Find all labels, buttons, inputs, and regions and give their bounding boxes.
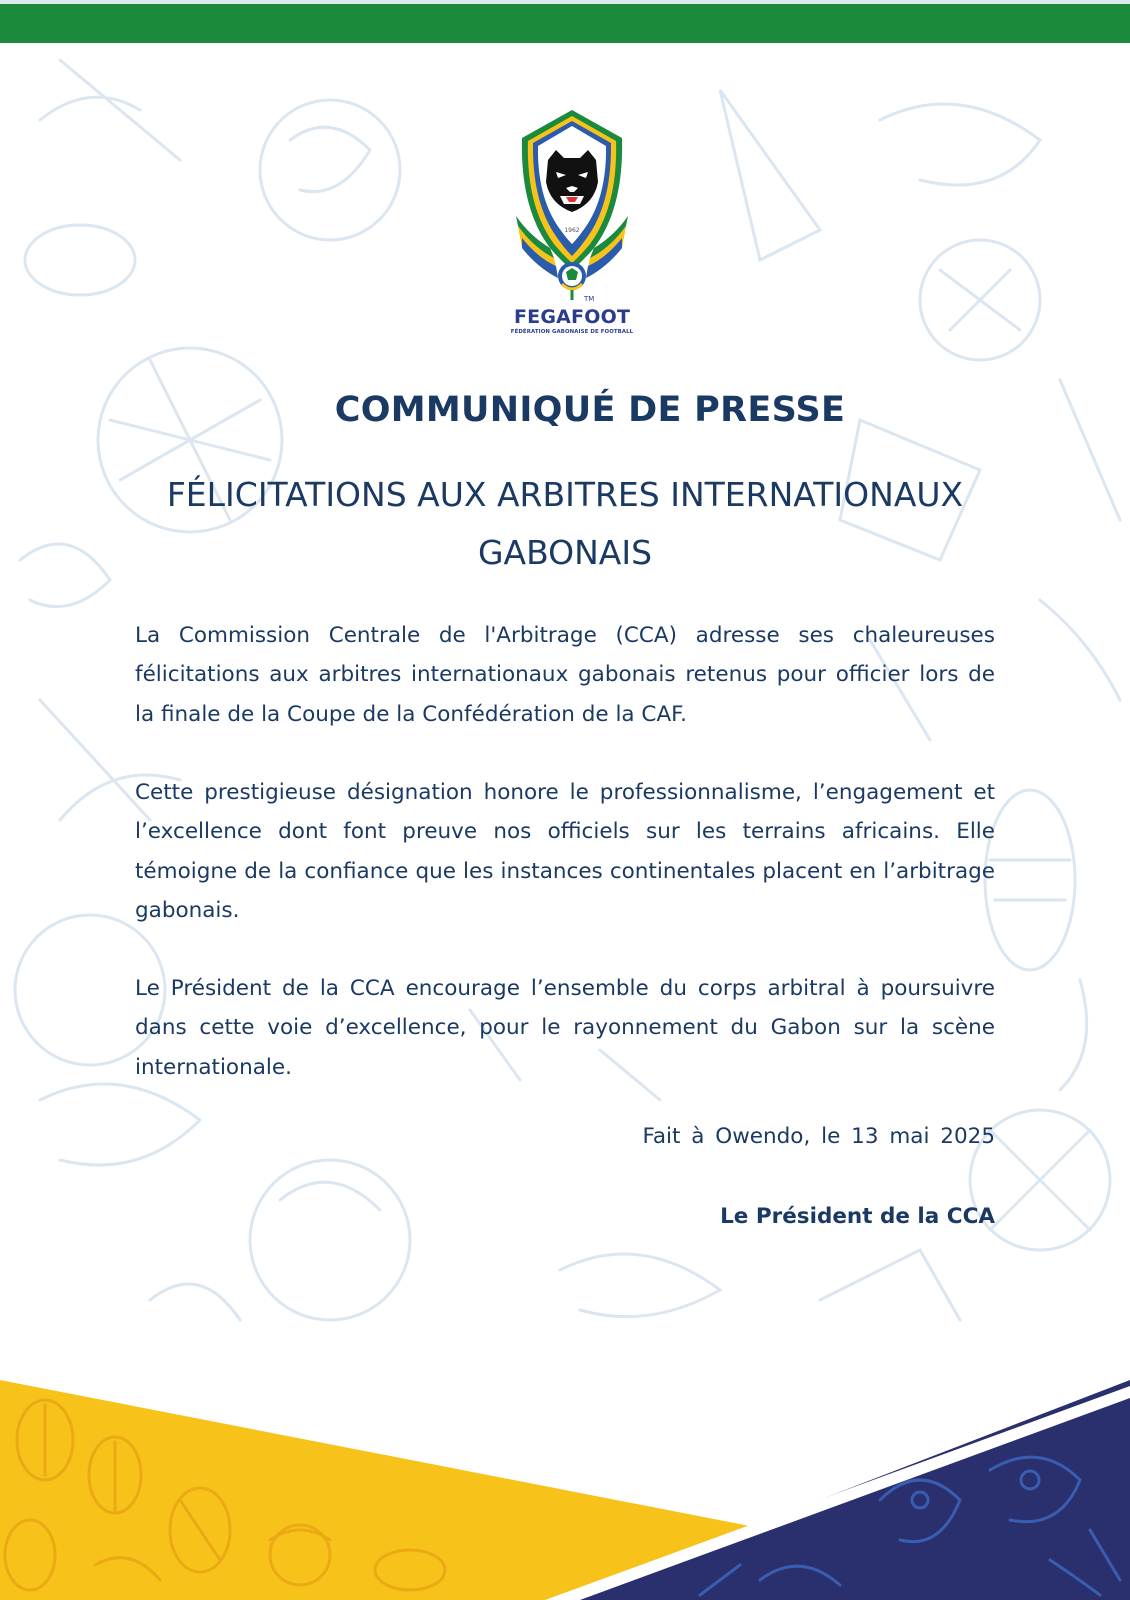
place-and-date: Fait à Owendo, le 13 mai 2025	[642, 1124, 995, 1149]
body-paragraph-2: Cette prestigieuse désignation honore le professionnalisme, l’engagement et l’excellence dont font preuve nos officiels sur les terrains africains. Elle témoigne de la confiance que les instances continentales placent en l’arbitrage gabonais.	[135, 780, 995, 923]
logo-tagline: FÉDÉRATION GABONAISE DE FOOTBALL	[510, 329, 634, 335]
bottom-flag-band	[0, 1380, 1130, 1600]
signature-line: Le Président de la CCA	[720, 1204, 995, 1229]
body-paragraph-3: Le Président de la CCA encourage l’ensemble du corps arbitral à poursuivre dans cette voie d’excellence, pour le rayonnement du Gabon sur la scène internationale.	[135, 976, 995, 1080]
fegafoot-logo	[510, 108, 634, 335]
trademark-mark: TM	[584, 295, 595, 303]
black-panther-crest-icon	[514, 108, 630, 308]
crest-year: 1962	[564, 227, 580, 234]
document-subtitle	[130, 466, 1000, 582]
document-title: COMMUNIQUÉ DE PRESSE	[334, 390, 846, 430]
logo-wordmark: FEGAFOOT	[514, 306, 631, 328]
subtitle-line-1: FÉLICITATIONS AUX ARBITRES INTERNATIONAUX	[166, 475, 964, 514]
subtitle-line-2: GABONAIS	[477, 533, 653, 572]
top-green-band	[0, 4, 1130, 43]
body-paragraph-1: La Commission Centrale de l'Arbitrage (CCA) adresse ses chaleureuses félicitations aux arbitres internationaux gabonais retenus pour officier lors de la finale de la Coupe de la Confédération de la CAF.	[135, 623, 995, 727]
